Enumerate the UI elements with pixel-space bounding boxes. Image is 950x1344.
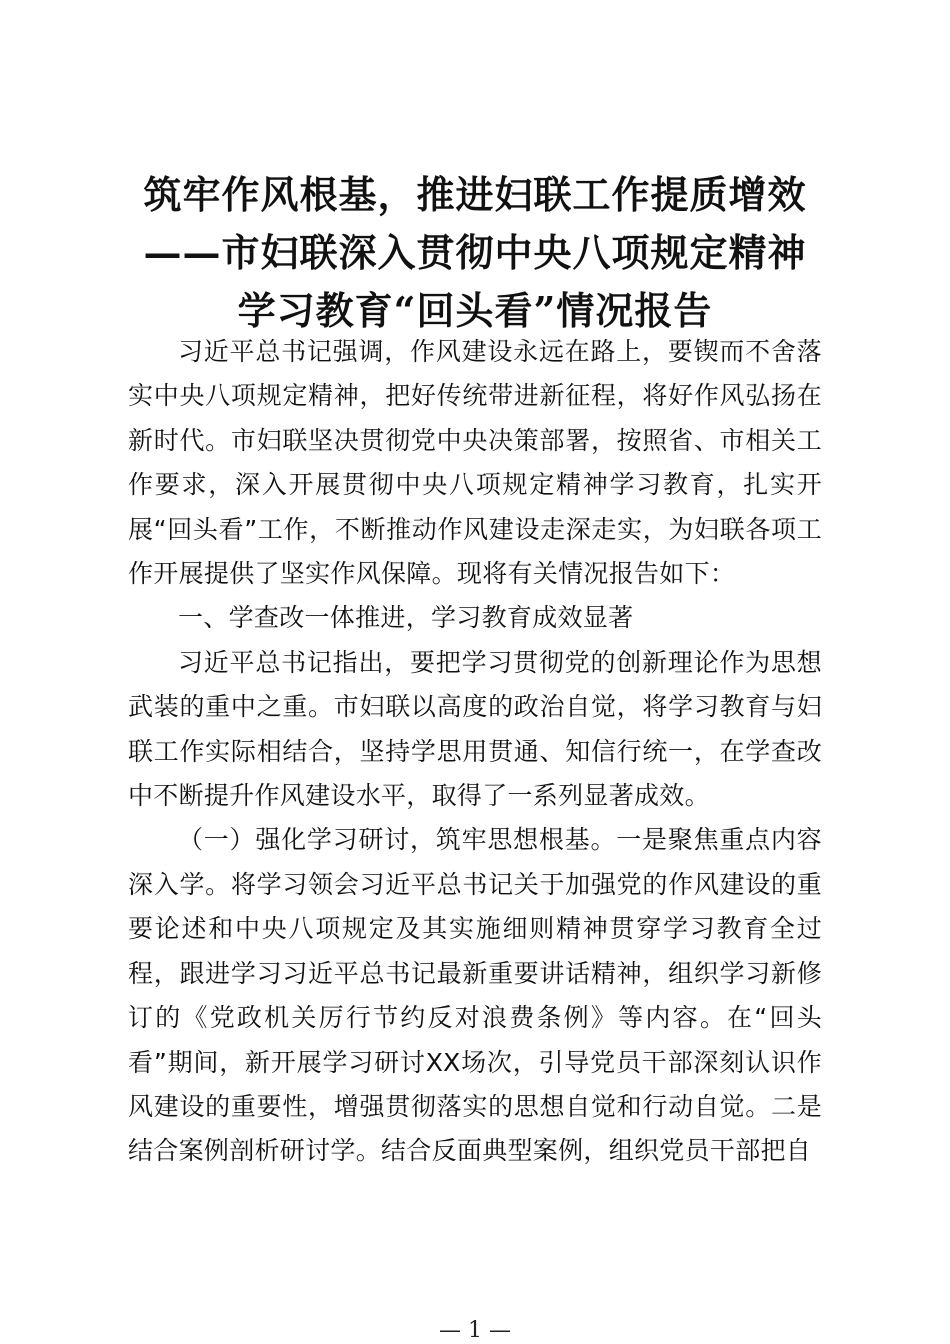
title-line-2: ——市妇联深入贯彻中央八项规定精神: [143, 230, 807, 275]
intro-paragraph: 习近平总书记强调，作风建设永远在路上，要锲而不舍落实中央八项规定精神，把好传统带进新征程，将好作风弘扬在新时代。市妇联坚决贯彻党中央决策部署，按照省、市相关工作要求，深入开展贯彻中央八项规定精神学习教育，扎实开展“回头看”工作，不断推动作风建设走深走实，为妇联各项工作开展提供了坚实作风保障。现将有关情况报告如下：: [128, 337, 822, 589]
section-heading: 一、学查改一体推进，学习教育成效显著: [178, 603, 634, 633]
document-body: [128, 330, 822, 1174]
title-line-1: 筑牢作风根基，推进妇联工作提质增效: [143, 172, 807, 217]
title-line-3: 学习教育“回头看”情况报告: [237, 288, 713, 333]
subsection-paragraph: （一）强化学习研讨，筑牢思想根基。一是聚焦重点内容深入学。将学习领会习近平总书记关于加强党的作风建设的重要论述和中央八项规定及其实施细则精神贯穿学习教育全过程，跟进学习习近平总书记最新重要讲话精神，组织学习新修订的《党政机关厉行节约反对浪费条例》等内容。在“回头看”期间，新开展学习研讨XX场次，引导党员干部深刻认识作风建设的重要性，增强贯彻落实的思想自觉和行动自觉。二是结合案例剖析研讨学。结合反面典型案例，组织党员干部把自: [128, 825, 822, 1166]
page-number: — 1 —: [439, 1318, 511, 1343]
section-paragraph: 习近平总书记指出，要把学习贯彻党的创新理论作为思想武装的重中之重。市妇联以高度的政治自觉，将学习教育与妇联工作实际相结合，坚持学思用贯通、知信行统一，在学查改中不断提升作风建设水平，取得了一系列显著成效。: [128, 647, 822, 811]
document-title: [118, 166, 832, 340]
